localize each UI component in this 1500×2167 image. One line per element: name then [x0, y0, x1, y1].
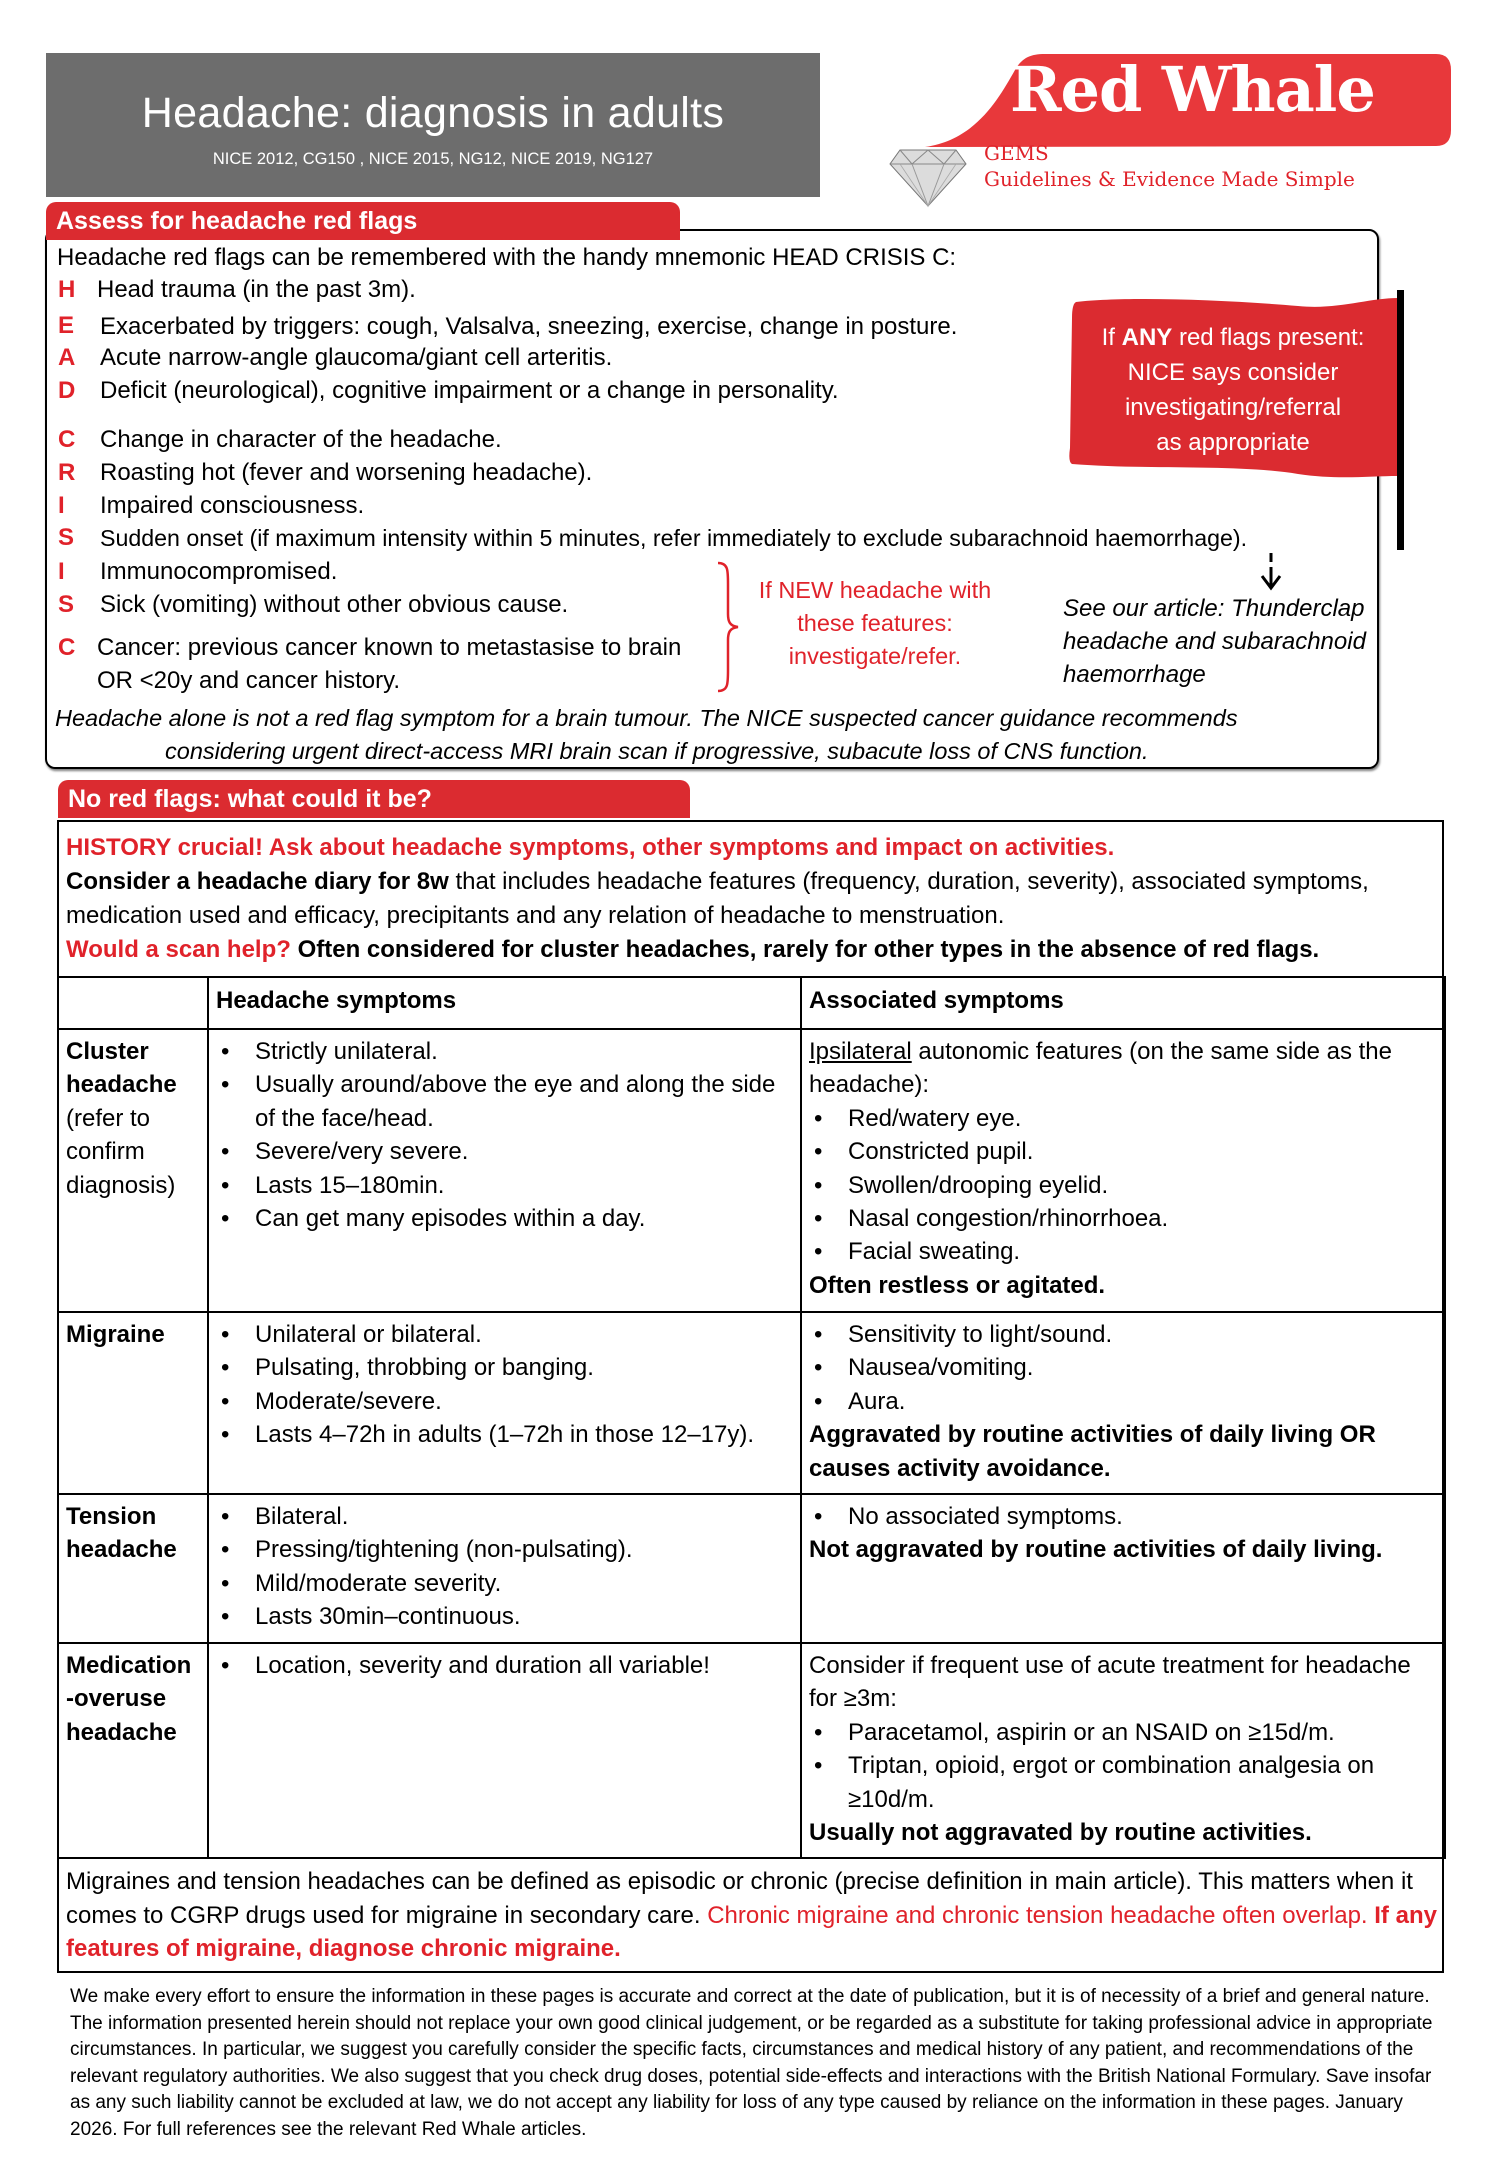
associated-symptoms-cell: [801, 1494, 1445, 1643]
flag-text: [1068, 320, 1398, 460]
brace-note-line: investigate/refer.: [788, 643, 962, 669]
list-item: • No associated symptoms.: [809, 1500, 1437, 1533]
new-headache-note: [730, 574, 1020, 673]
list-item: • Location, severity and duration all variable!: [216, 1649, 793, 1682]
list-item: • Nasal congestion/rhinorrhoea.: [809, 1202, 1437, 1235]
mnemonic-letter: D: [58, 377, 76, 404]
associated-symptoms-cell: [801, 1029, 1445, 1312]
row-label-note: (refer to confirm diagnosis): [66, 1104, 176, 1199]
mnemonic-item: Change in character of the headache.: [100, 426, 502, 453]
brain-tumour-note: [55, 702, 1375, 768]
flag-line4: as appropriate: [1156, 429, 1310, 456]
mnemonic-letter: R: [58, 459, 76, 486]
mnemonic-letter: C: [58, 634, 76, 661]
mnemonic-item: Roasting hot (fever and worsening headache).: [100, 459, 593, 486]
closing-red: Chronic migraine and chronic tension headache often overlap.: [707, 1901, 1375, 1929]
list-item: • Pressing/tightening (non-pulsating).: [216, 1533, 793, 1566]
row-label: [58, 1312, 208, 1494]
mnemonic-letter: E: [58, 312, 75, 339]
flag-line2: NICE says consider: [1127, 359, 1339, 386]
column-header-headache-symptoms: Headache symptoms: [208, 977, 801, 1029]
mnemonic-letter: S: [58, 524, 75, 551]
list-item: • Nausea/vomiting.: [809, 1351, 1437, 1384]
diary-bold: Consider a headache diary for 8w: [66, 868, 449, 895]
mnemonic-letter: C: [58, 426, 76, 453]
table-row-migraine: [58, 1312, 1445, 1494]
list-item: • Constricted pupil.: [809, 1135, 1437, 1168]
mnemonic-letter: I: [58, 492, 65, 519]
table-header-row: [58, 977, 1445, 1029]
headache-symptoms-cell: [208, 1494, 801, 1643]
history-intro: [66, 831, 1436, 967]
diary-rest: that includes headache features (frequency, duration, severity), associated symptoms, medication used and efficacy, precipitants and any relation of headache to menstruation.: [66, 868, 1369, 929]
row-label: [58, 1494, 208, 1643]
logo-wordmark: Red Whale: [1010, 53, 1375, 126]
mnemonic-item-continuation: OR <20y and cancer history.: [97, 667, 401, 694]
table-row-medication-overuse: [58, 1643, 1445, 1858]
mnemonic-letter: H: [58, 276, 76, 303]
note-line: considering urgent direct-access MRI brain scan if progressive, subacute loss of CNS function.: [165, 738, 1149, 764]
chronic-headache-note: [66, 1865, 1438, 1966]
guideline-references: NICE 2012, CG150 , NICE 2015, NG12, NICE 2019, NG127: [212, 150, 654, 168]
headache-types-table: [57, 976, 1446, 1859]
page-title: Headache: diagnosis in adults: [141, 89, 725, 137]
assoc-bold-note: Aggravated by routine activities of daily living OR causes activity avoidance.: [809, 1421, 1376, 1482]
list-item: • Severe/very severe.: [216, 1135, 793, 1168]
assoc-bold-note: Often restless or agitated.: [809, 1271, 1106, 1299]
assoc-intro-underlined: Ipsilateral: [809, 1038, 912, 1065]
brace-note-line: these features:: [797, 610, 953, 636]
column-header-associated-symptoms: Associated symptoms: [801, 977, 1445, 1029]
list-item: • Lasts 30min–continuous.: [216, 1600, 793, 1633]
flag-line1-bold: ANY: [1121, 324, 1173, 351]
mnemonic-item: Cancer: previous cancer known to metastasise to brain: [97, 634, 682, 661]
see-article-link[interactable]: [1063, 592, 1383, 691]
headache-diary-note: [66, 865, 1436, 933]
dashed-arrow-down-icon: [1258, 552, 1284, 594]
list-item: • Triptan, opioid, ergot or combination analgesia on ≥10d/m.: [809, 1749, 1437, 1816]
mnemonic-letter: S: [58, 591, 75, 618]
assoc-intro: [809, 1035, 1437, 1102]
mnemonic-item: Sudden onset (if maximum intensity within 5 minutes, refer immediately to exclude subarachnoid haemorrhage).: [100, 525, 1248, 551]
headache-symptoms-cell: [208, 1312, 801, 1494]
headache-symptoms-cell: [208, 1643, 801, 1858]
diamond-icon: [888, 148, 968, 208]
flag-line3: investigating/referral: [1124, 394, 1342, 421]
list-item: • Paracetamol, aspirin or an NSAID on ≥15d/m.: [809, 1716, 1437, 1749]
row-label: [58, 1029, 208, 1312]
list-item: • Bilateral.: [216, 1500, 793, 1533]
row-label-name: Medication -overuse headache: [66, 1652, 192, 1746]
red-whale-logo: [880, 40, 1460, 210]
mnemonic-item: Head trauma (in the past 3m).: [97, 276, 416, 303]
table-row-cluster: [58, 1029, 1445, 1312]
headache-symptoms-cell: [208, 1029, 801, 1312]
list-item: • Strictly unilateral.: [216, 1035, 793, 1068]
gems-tagline: Guidelines & Evidence Made Simple: [984, 167, 1355, 191]
column-header: [58, 977, 208, 1029]
red-flag-callout: [1068, 298, 1398, 478]
mnemonic-intro: Headache red flags can be remembered with the handy mnemonic HEAD CRISIS C:: [57, 244, 957, 271]
gems-label: GEMS: [984, 141, 1049, 165]
list-item: • Lasts 4–72h in adults (1–72h in those 12–17y).: [216, 1418, 793, 1451]
assoc-intro: Consider if frequent use of acute treatment for headache for ≥3m:: [809, 1652, 1411, 1713]
assoc-intro-text: autonomic features (on the same side as the headache):: [809, 1038, 1392, 1099]
list-item: • Swollen/drooping eyelid.: [809, 1169, 1437, 1202]
assoc-bold-note: Usually not aggravated by routine activities.: [809, 1819, 1312, 1847]
scan-note: [66, 933, 1436, 967]
associated-symptoms-cell: [801, 1312, 1445, 1494]
row-label-name: Cluster headache: [66, 1038, 177, 1099]
list-item: • Usually around/above the eye and along the side of the face/head.: [216, 1068, 793, 1135]
mnemonic-letter: A: [58, 344, 76, 371]
flag-line1-post: red flags present:: [1172, 324, 1365, 351]
table-row-tension: [58, 1494, 1445, 1643]
list-item: • Lasts 15–180min.: [216, 1169, 793, 1202]
flag-pole: [1397, 290, 1404, 550]
logo-gems-text: [984, 140, 1355, 192]
article-link-line[interactable]: headache and subarachnoid: [1063, 628, 1366, 655]
list-item: • Aura.: [809, 1385, 1437, 1418]
list-item: • Pulsating, throbbing or banging.: [216, 1351, 793, 1384]
scan-answer: Often considered for cluster headaches, rarely for other types in the absence of red flags.: [290, 936, 1320, 963]
mnemonic-item: Exacerbated by triggers: cough, Valsalva, sneezing, exercise, change in posture.: [100, 313, 958, 340]
assoc-bold-note: Not aggravated by routine activities of daily living.: [809, 1536, 1383, 1564]
flag-line1-pre: If: [1101, 324, 1122, 351]
list-item: • Mild/moderate severity.: [216, 1567, 793, 1600]
list-item: • Moderate/severe.: [216, 1385, 793, 1418]
row-label-name: Tension headache: [66, 1503, 177, 1564]
mnemonic-item: Immunocompromised.: [100, 558, 338, 585]
mnemonic-item: Sick (vomiting) without other obvious cause.: [100, 591, 569, 618]
article-link-line[interactable]: See our article: Thunderclap: [1063, 595, 1365, 622]
closing-plain: Migraines and tension headaches can be defined as episodic or chronic (precise definition in main article). This matters when it comes to CGRP drugs used for migraine in secondary care.: [66, 1868, 1413, 1929]
list-item: • Can get many episodes within a day.: [216, 1202, 793, 1235]
note-line: Headache alone is not a red flag symptom for a brain tumour. The NICE suspected cancer guidance recommends: [55, 705, 1238, 731]
mnemonic-item: Acute narrow-angle glaucoma/giant cell arteritis.: [100, 344, 613, 371]
list-item: • Unilateral or bilateral.: [216, 1318, 793, 1351]
list-item: • Red/watery eye.: [809, 1102, 1437, 1135]
disclaimer: We make every effort to ensure the information in these pages is accurate and correct at the date of publication, but it is of necessity of a brief and general nature. The information presented herein should not replace your own good clinical judgement, or be regarded as a substitute for taking professional advice in appropriate circumstances. In particular, we suggest you carefully consider the specific facts, circumstances and medical history of any patient, and recommendations of the relevant regulatory authorities. We also suggest that you check drug doses, potential side-effects and interactions with the British National Formulary. Save insofar as any such liability cannot be excluded at law, we do not accept any liability for loss of any type caused by reliance on the information in these pages. January 2026. For full references see the relevant Red Whale articles.: [70, 1986, 1433, 2140]
mnemonic-letter: I: [58, 558, 65, 585]
associated-symptoms-cell: [801, 1643, 1445, 1858]
history-crucial: HISTORY crucial! Ask about headache symptoms, other symptoms and impact on activities.: [66, 834, 1115, 861]
list-item: • Facial sweating.: [809, 1235, 1437, 1268]
section-tab-no-red-flags: No red flags: what could it be?: [58, 780, 690, 818]
row-label-name: Migraine: [66, 1321, 165, 1348]
article-link-line[interactable]: haemorrhage: [1063, 661, 1206, 688]
closing-red-bold: If any features of migraine, diagnose chronic migraine.: [66, 1901, 1437, 1962]
row-label: [58, 1643, 208, 1858]
scan-question: Would a scan help?: [66, 936, 291, 963]
section-tab-red-flags: Assess for headache red flags: [46, 202, 680, 240]
mnemonic-item: Deficit (neurological), cognitive impairment or a change in personality.: [100, 377, 839, 404]
list-item: • Sensitivity to light/sound.: [809, 1318, 1437, 1351]
mnemonic-item: Impaired consciousness.: [100, 492, 365, 519]
brace-note-line: If NEW headache with: [758, 577, 992, 603]
title-banner: [46, 53, 820, 197]
